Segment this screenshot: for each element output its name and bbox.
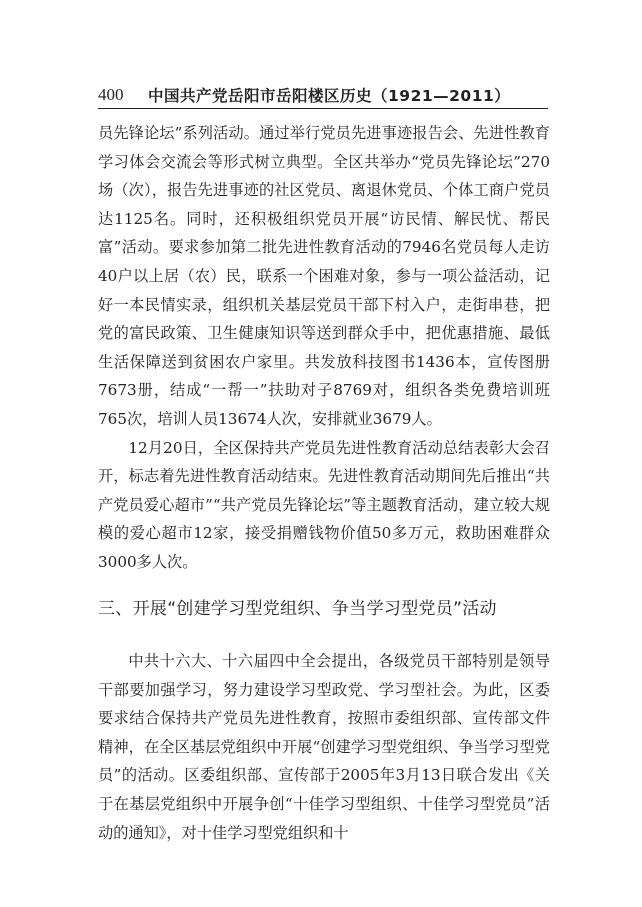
page-number: 400 bbox=[98, 85, 124, 104]
paragraph-2: 12月20日，全区保持共产党员先进性教育活动总结表彰大会召开，标志着先进性教育活动结束。先进性教育活动期间先后推出“共产党员爱心超市”“共产党员先锋论坛”等主题教育活动，建立较大规模的爱心超市12家，接受捐赠钱物价值50多万元，救助困难群众3000多人次。 bbox=[98, 438, 550, 571]
paragraph-3: 中共十六大、十六届四中全会提出，各级党员干部特别是领导干部要加强学习，努力建设学习型政党、学习型社会。为此，区委要求结合保持共产党员先进性教育，按照市委组织部、宣传部文件精神，在全区基层党组织中开展“创建学习型党组织、争当学习型党员”的活动。区委组织部、宣传部于2005年3月13日联合发出《关于在基层党组织中开展争创“十佳学习型组织、十佳学习型党员”活动的通知》，对十佳学习型党组织和十 bbox=[98, 652, 550, 842]
paragraph-1: 员先锋论坛”系列活动。通过举行党员先进事迹报告会、先进性教育学习体会交流会等形式树立典型。全区共举办“党员先锋论坛”270场（次），报告先进事迹的社区党员、离退休党员、个体工商户党员达1125名。同时，还积极组织党员开展“访民情、解民忧、帮民富”活动。要求参加第二批先进性教育活动的7946名党员每人走访40户以上居（农）民，联系一个困难对象，参与一项公益活动，记好一本民情实录，组织机关基层党员干部下村入户，走街串巷，把党的富民政策、卫生健康知识等送到群众手中，把优惠措施、最低生活保障送到贫困农户家里。共发放科技图书1436本，宣传图册7673册，结成“一帮一”扶助对子8769对，组织各类免费培训班765次，培训人员13674人次，安排就业3679人。 bbox=[98, 124, 550, 428]
page-header bbox=[98, 82, 548, 109]
running-title: 中国共产党岳阳市岳阳楼区历史（1921—2011） bbox=[148, 87, 511, 105]
section-heading: 三、开展“创建学习型党组织、争当学习型党员”活动 bbox=[98, 599, 497, 619]
body-text-block bbox=[98, 119, 550, 577]
body-text-block-2 bbox=[98, 647, 550, 847]
